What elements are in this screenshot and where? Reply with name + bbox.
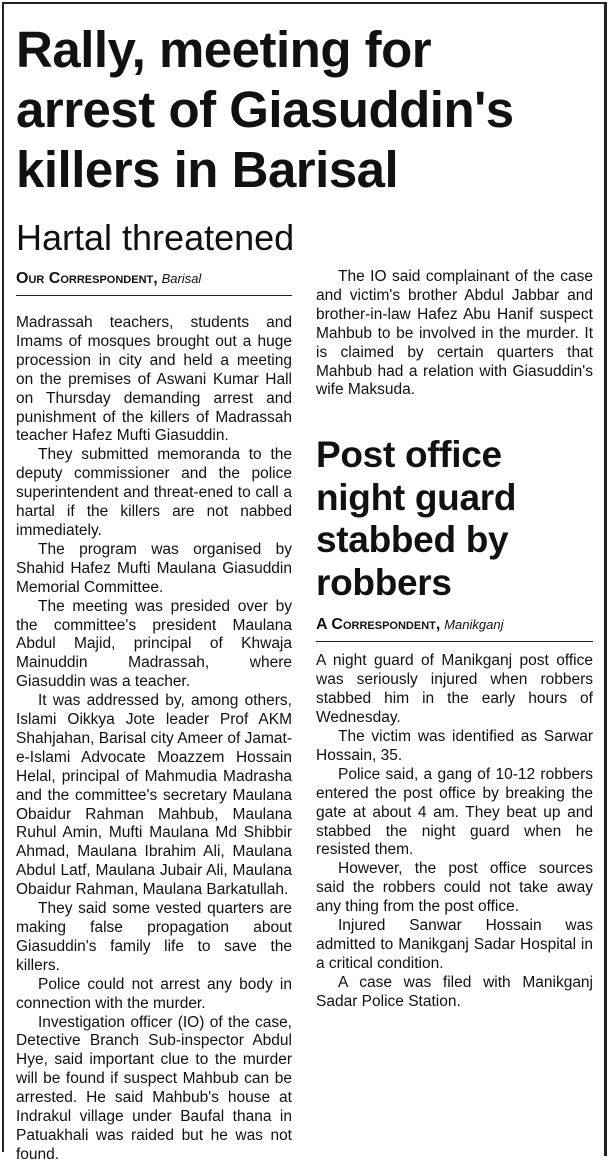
byline-correspondent: A Correspondent, (316, 616, 441, 634)
article2-headline (316, 434, 593, 604)
paragraph: Investigation officer (IO) of the case, Detective Branch Sub-inspector Abdul Hye, said important clue to the murder will be found if suspect Mahbub can be arrested. He said Mahbub's house at Indrakul village under Baufal thana in Patuakhali was raided but he was not found. (16, 1013, 292, 1163)
paragraph: However, the post office sources said the robbers could not take away any thing from the post office. (316, 860, 593, 916)
frame-right-border (604, 2, 607, 1156)
right-column (316, 268, 593, 1012)
paragraph: The meeting was presided over by the committee's president Maulana Abdul Majid, principal of Khwaja Mainuddin Madrassah, where Giasuddin was a teacher. (16, 597, 292, 691)
byline-rule (316, 641, 593, 642)
article2-byline (316, 614, 593, 635)
byline-correspondent: Our Correspondent, (16, 270, 158, 287)
paragraph: Police could not arrest any body in connection with the murder. (16, 975, 292, 1012)
paragraph: Police said, a gang of 10-12 robbers entered the post office by breaking the gate at about 4 am. They beat up and stabbed the night guard when he resisted them. (316, 765, 593, 859)
paragraph: It was addressed by, among others, Islami Oikkya Jote leader Prof AKM Shahjahan, Barisal city Ameer of Jamat-e-Islami Advocate Moazzem Hossain Helal, principal of Mahmudia Madrasha and the committee's secretary Maulana Obaidur Rahman Mahbub, Maulana Ruhul Amin, Mufti Maulana Md Shibbir Ahmad, Maulana Ibrahim Ali, Maulana Abdul Latf, Maulana Jubair Ali, Maulana Obaidur Rahman, Maulana Barkatullah. (16, 692, 292, 899)
byline-place: Barisal (161, 271, 202, 286)
paragraph: The victim was identified as Sarwar Hossain, 35. (316, 727, 593, 764)
article1-headline (16, 20, 601, 200)
byline-place: Manikganj (444, 617, 504, 633)
headline-line: robbers (316, 561, 452, 603)
article1-subheadline: Hartal threatened (16, 217, 295, 258)
left-column (16, 268, 292, 1165)
frame-top-border (2, 2, 606, 4)
article1-byline (16, 268, 292, 289)
headline-line: Rally, meeting for (16, 21, 432, 78)
paragraph: They submitted memoranda to the deputy commissioner and the police superintendent and threat-ened to call a hartal if the killers are not nabbed immediately. (16, 446, 292, 539)
headline-line: Post office (316, 434, 502, 476)
article1-body-part2 (316, 268, 593, 400)
paragraph: Injured Sanwar Hossain was admitted to Manikganj Sadar Hospital in a critical condition. (316, 917, 593, 972)
paragraph: Madrassah teachers, students and Imams of mosques brought out a huge procession in city and held a meeting on the premises of Aswani Kumar Hall on Thursday demanding arrest and punishment of the killers of Madrassah teacher Hafez Mufti Giasuddin. (16, 314, 292, 445)
paragraph: They said some vested quarters are making false propagation about Giasuddin's family life to save the killers. (16, 900, 292, 974)
headline-line: killers in Barisal (16, 141, 399, 198)
headline-line: stabbed by (316, 519, 509, 561)
paragraph: A night guard of Manikganj post office was seriously injured when robbers stabbed him in the early hours of Wednesday. (316, 652, 593, 727)
paragraph: The IO said complainant of the case and victim's brother Abdul Jabbar and brother-in-law Hafez Abu Hanif suspect Mahbub to be involved in the murder. It is claimed by certain quarters that Mahbub had a relation with Giasuddin's wife Maksuda. (316, 268, 593, 399)
article1-body-part1 (16, 314, 292, 1165)
paragraph: The program was organised by Shahid Hafez Mufti Maulana Giasuddin Memorial Committee. (16, 540, 292, 596)
article2-body (316, 652, 593, 1011)
headline-line: arrest of Giasuddin's (16, 81, 514, 138)
paragraph: A case was filed with Manikganj Sadar Police Station. (316, 973, 593, 1010)
byline-rule (16, 295, 292, 296)
frame-left-border (2, 2, 4, 1152)
headline-line: night guard (316, 476, 517, 518)
